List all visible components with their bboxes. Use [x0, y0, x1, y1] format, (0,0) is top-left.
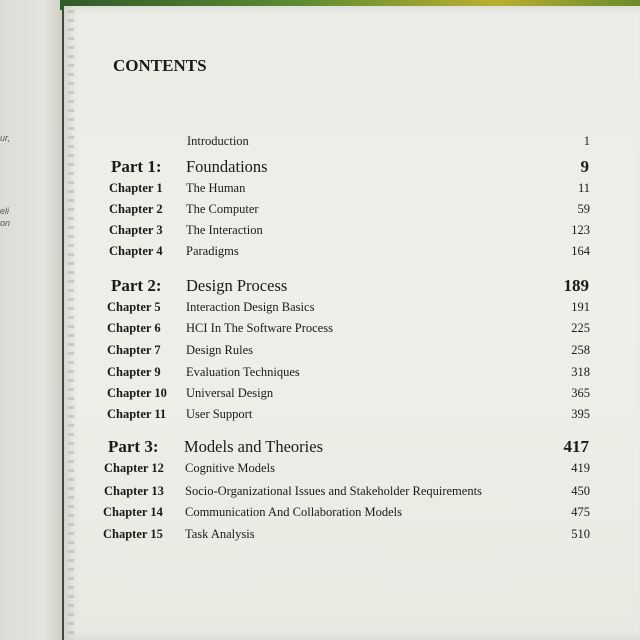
toc-chapter-row: [0, 484, 640, 504]
chapter-title: Cognitive Models: [185, 461, 275, 475]
chapter-page: 164: [571, 244, 590, 258]
toc-chapter-row: [0, 461, 640, 481]
chapter-title: Universal Design: [186, 386, 274, 400]
chapter-page: 258: [571, 343, 590, 357]
chapter-title: Socio-Organizational Issues and Stakeholder Requirements: [185, 484, 482, 498]
toc-part-1: [0, 157, 640, 181]
toc-part-2: [0, 276, 640, 300]
chapter-page: 395: [571, 407, 590, 421]
toc-entry-introduction: [0, 134, 640, 154]
toc-chapter-row: [0, 343, 640, 363]
toc-chapter-row: [0, 386, 640, 406]
chapter-label: Chapter 7: [107, 343, 161, 357]
chapter-page: 419: [571, 461, 590, 475]
chapter-title: Interaction Design Basics: [186, 300, 315, 314]
facing-page-text-fragment: eli: [0, 206, 10, 216]
toc-entry-page: 1: [583, 134, 590, 148]
chapter-label: Chapter 9: [107, 365, 161, 379]
chapter-page: 123: [571, 223, 590, 237]
part-label: Part 3:: [108, 437, 159, 456]
chapter-label: Chapter 11: [107, 407, 167, 421]
part-page: 417: [563, 437, 589, 456]
chapter-page: 475: [571, 505, 590, 519]
toc-chapter-row: [0, 527, 640, 547]
chapter-label: Chapter 13: [104, 484, 164, 498]
page-title: CONTENTS: [113, 56, 207, 75]
toc-chapter-row: [0, 181, 640, 201]
toc-chapter-row: [0, 300, 640, 320]
part-label: Part 2:: [111, 276, 162, 295]
toc-entry-title: Introduction: [187, 134, 249, 148]
chapter-title: The Computer: [186, 202, 259, 216]
part-title: Foundations: [186, 157, 268, 176]
chapter-title: The Human: [186, 181, 246, 195]
chapter-page: 59: [577, 202, 590, 216]
facing-page-text-fragment: on: [0, 218, 11, 228]
chapter-label: Chapter 2: [109, 202, 163, 216]
chapter-label: Chapter 3: [109, 223, 163, 237]
chapter-page: 318: [571, 365, 590, 379]
chapter-label: Chapter 14: [103, 505, 163, 519]
toc-chapter-row: [0, 505, 640, 525]
chapter-page: 365: [571, 386, 590, 400]
part-title: Models and Theories: [184, 437, 324, 456]
toc-chapter-row: [0, 202, 640, 222]
part-label: Part 1:: [111, 157, 162, 176]
chapter-title: Communication And Collaboration Models: [185, 505, 402, 519]
chapter-page: 191: [571, 300, 590, 314]
chapter-title: User Support: [186, 407, 253, 421]
chapter-label: Chapter 6: [107, 321, 161, 335]
chapter-page: 450: [571, 484, 590, 498]
chapter-page: 11: [577, 181, 590, 195]
chapter-page: 225: [571, 321, 590, 335]
chapter-title: Design Rules: [186, 343, 254, 357]
part-title: Design Process: [186, 276, 288, 295]
chapter-label: Chapter 12: [104, 461, 164, 475]
chapter-title: Task Analysis: [185, 527, 255, 541]
chapter-page: 510: [571, 527, 590, 541]
chapter-label: Chapter 15: [103, 527, 163, 541]
chapter-title: HCI In The Software Process: [186, 321, 333, 335]
facing-page-text-fragment: ur,: [0, 133, 11, 143]
chapter-title: Evaluation Techniques: [186, 365, 300, 379]
toc-chapter-row: [0, 244, 640, 264]
part-page: 189: [563, 276, 589, 295]
toc-part-3: [0, 437, 640, 461]
chapter-title: Paradigms: [186, 244, 239, 258]
toc-chapter-row: [0, 407, 640, 427]
chapter-label: Chapter 4: [109, 244, 163, 258]
toc-chapter-row: [0, 223, 640, 243]
toc-chapter-row: [0, 321, 640, 341]
chapter-label: Chapter 1: [109, 181, 163, 195]
chapter-label: Chapter 5: [107, 300, 161, 314]
toc-chapter-row: [0, 365, 640, 385]
part-page: 9: [580, 157, 589, 176]
chapter-title: The Interaction: [186, 223, 263, 237]
chapter-label: Chapter 10: [107, 386, 167, 400]
